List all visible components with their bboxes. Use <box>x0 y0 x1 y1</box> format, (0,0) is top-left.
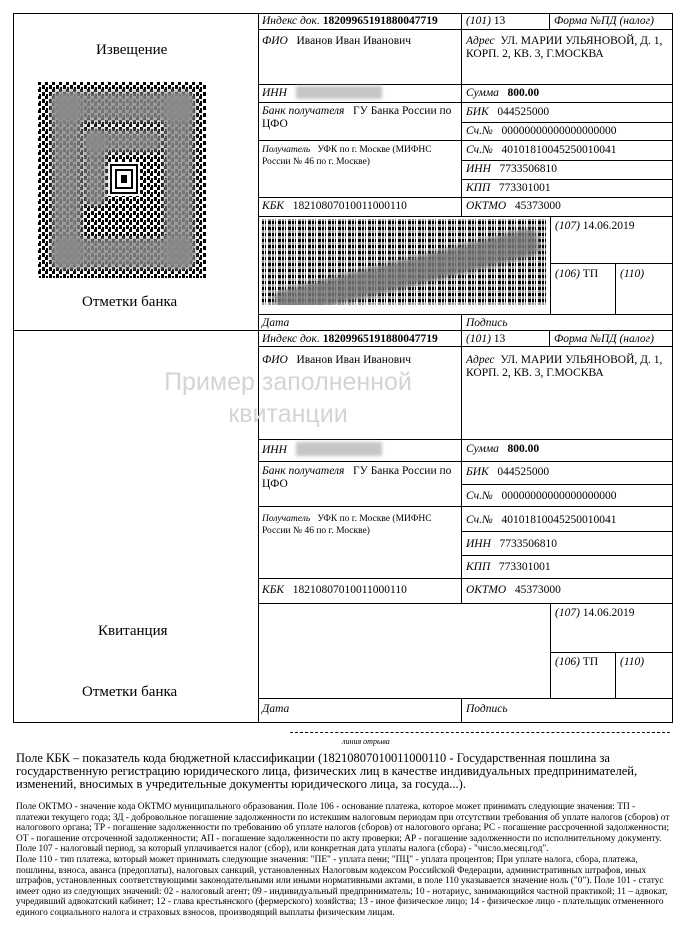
inn-field: ИНН <box>262 87 287 99</box>
account1-field: Сч.№ 00000000000000000000 <box>466 125 617 137</box>
t-row <box>258 197 672 198</box>
code-101: (101) 13 <box>466 15 506 27</box>
receipt-bank-marks: Отметки банка <box>82 684 178 700</box>
r-recipient-field: Получатель УФК по г. Москве (МИФНС России № 46 по г. Москве) <box>262 514 432 536</box>
bik-field: БИК 044525000 <box>466 106 550 118</box>
r-index-field: Индекс док. 18209965191880047719 <box>262 333 438 345</box>
t-row <box>461 555 672 556</box>
t-col <box>549 330 550 347</box>
t-col <box>461 314 462 330</box>
t-col <box>549 13 550 30</box>
qr-code <box>38 82 206 278</box>
oktmo-field: ОКТМО 45373000 <box>466 200 561 212</box>
cut-line <box>290 732 670 733</box>
explanation-p1: Поле ОКТМО - значение кода ОКТМО муниципального образования. Поле 106 - основание платежа, которое может принимать следующие значения: ТП - платежи текущего года; ЗД - добровольное погашение задолженности по истекшим налоговым периодам при отсутствии требования об уплате налогов (сборов) от налогового органа; ТР - погашение задолженности по требованию об уплате налогов (сборов) от налогового органа; РС - погашение рассроченной задолженности; ОТ - погашение отсроченной задолженности; АП - погашение задолженности по акту проверки; АР - погашение задолженности по исполнительному документу. Поле 107 - налоговый период, за который уплачивается налог (сбор), или конкретная дата уплаты налога (сбора) - "число.месяц.год". <box>16 802 670 855</box>
t-row <box>258 578 672 579</box>
explanation-p2: Поле 110 - тип платежа, который может принимать следующие значения: "ПЕ" - уплата пени; "ПЦ" - уплата процентов; При уплате налога, сбора, платежа, пошлины, взноса, аванса (предоплаты), налоговых санкций, установленных Налоговым кодексом Российской Федерации, административных штрафов, иных штрафов, установленных соответствующими законодательными или иными нормативными актами, в поле 110 указывается значение ноль ("0"). Поле 101 - статус имеет одно из следующих значений: 02 - налоговый агент; 09 - индивидуальный предприниматель; 10 - нотариус, занимающийся частной практикой; 11 – адвокат, учредивший адвокатский кабинет; 12 - глава крестьянского (фермерского) хозяйства; 13 - иное физическое лицо; 14 - физическое лицо - плательщик отмененного единого социального налога и страховых взносов, производящий выплаты физическим лицам. <box>16 854 668 918</box>
account2-field: Сч.№ 40101810045250010041 <box>466 144 617 156</box>
t-row <box>258 461 672 462</box>
r-form-label: Форма №ПД (налог) <box>554 333 654 345</box>
t-row <box>461 179 672 180</box>
t-row <box>258 603 672 604</box>
t-row <box>258 29 672 30</box>
inn2-field: ИНН 7733506810 <box>466 163 558 175</box>
frame-top <box>13 13 672 14</box>
t-row <box>258 314 672 315</box>
barcode <box>262 219 548 305</box>
r-address-field: Адрес УЛ. МАРИИ УЛЬЯНОВОЙ, Д. 1, КОРП. 2, КВ. 3, Г.МОСКВА <box>466 354 663 379</box>
recipient-field: Получатель УФК по г. Москве (МИФНС России № 46 по г. Москве) <box>262 145 432 167</box>
r-inn-redacted <box>296 442 382 456</box>
t-row <box>258 698 672 699</box>
r-account1-field: Сч.№ 00000000000000000000 <box>466 490 617 502</box>
r-account2-field: Сч.№ 40101810045250010041 <box>466 514 617 526</box>
r-date-label: Дата <box>262 703 290 715</box>
bank-field: Банк получателя ГУ Банка России по ЦФО <box>262 105 452 130</box>
form-label: Форма №ПД (налог) <box>554 15 654 27</box>
frame-bottom <box>13 722 672 723</box>
index-field: Индекс док. 18209965191880047719 <box>262 15 438 27</box>
t-row <box>461 484 672 485</box>
r-code-107: (107) 14.06.2019 <box>555 607 635 619</box>
date-label: Дата <box>262 317 290 329</box>
t-row <box>258 346 672 347</box>
t-col <box>461 330 462 603</box>
t-row <box>461 531 672 532</box>
t-row <box>258 506 672 507</box>
r-sum-field: Сумма 800.00 <box>466 443 540 455</box>
t-row <box>258 216 672 217</box>
r-fio-field: ФИО Иванов Иван Иванович <box>262 354 412 366</box>
sum-field: Сумма 800.00 <box>466 87 540 99</box>
code-107: (107) 14.06.2019 <box>555 220 635 232</box>
t-col <box>615 652 616 698</box>
r-code-101: (101) 13 <box>466 333 506 345</box>
frame-right <box>672 13 673 723</box>
t-col <box>615 263 616 314</box>
r-inn-field: ИНН <box>262 444 287 456</box>
frame-left <box>13 13 14 723</box>
field-explanations <box>16 802 670 919</box>
r-bank-field: Банк получателя ГУ Банка России по ЦФО <box>262 465 452 490</box>
r-kbk-field: КБК 18210807010011000110 <box>262 584 407 596</box>
notice-bank-marks: Отметки банка <box>82 294 178 310</box>
t-col <box>550 216 551 314</box>
t-row <box>258 84 672 85</box>
t-row <box>258 439 672 440</box>
r-bik-field: БИК 044525000 <box>466 466 550 478</box>
t-row <box>461 122 672 123</box>
t-row <box>258 140 672 141</box>
t-row <box>550 652 672 653</box>
t-row <box>258 102 672 103</box>
receipt-title: Квитанция <box>98 623 168 639</box>
notice-title: Извещение <box>96 42 168 58</box>
t-col <box>550 603 551 698</box>
code-106: (106) ТП <box>555 268 599 280</box>
t-row <box>461 160 672 161</box>
t-col <box>461 698 462 722</box>
section-divider <box>13 330 672 331</box>
inn-redacted <box>296 86 382 99</box>
cut-line-label: линия отрыва <box>342 737 390 746</box>
r-signature-label: Подпись <box>466 703 508 715</box>
kpp-field: КПП 773301001 <box>466 182 551 194</box>
t-row <box>550 263 672 264</box>
signature-label: Подпись <box>466 317 508 329</box>
t-col <box>461 13 462 216</box>
kbk-field: КБК 18210807010011000110 <box>262 200 407 212</box>
r-code-110: (110) <box>620 656 645 668</box>
code-110: (110) <box>620 268 645 280</box>
r-oktmo-field: ОКТМО 45373000 <box>466 584 561 596</box>
r-code-106: (106) ТП <box>555 656 599 668</box>
kbk-explanation: Поле КБК – показатель кода бюджетной классификации (18210807010011000110 - Государственная пошлина за государственную регистрацию юридического лица, физических лиц в качестве индивидуальных предпринимателей, изменений, вносимых в учредительные документы юридического лица, за госуда...). <box>16 751 638 791</box>
address-field: Адрес УЛ. МАРИИ УЛЬЯНОВОЙ, Д. 1, КОРП. 2, КВ. 3, Г.МОСКВА <box>466 35 663 60</box>
r-kpp-field: КПП 773301001 <box>466 561 551 573</box>
watermark: Пример заполненной квитанции <box>164 368 412 428</box>
r-inn2-field: ИНН 7733506810 <box>466 538 558 550</box>
fio-field: ФИО Иванов Иван Иванович <box>262 35 412 47</box>
